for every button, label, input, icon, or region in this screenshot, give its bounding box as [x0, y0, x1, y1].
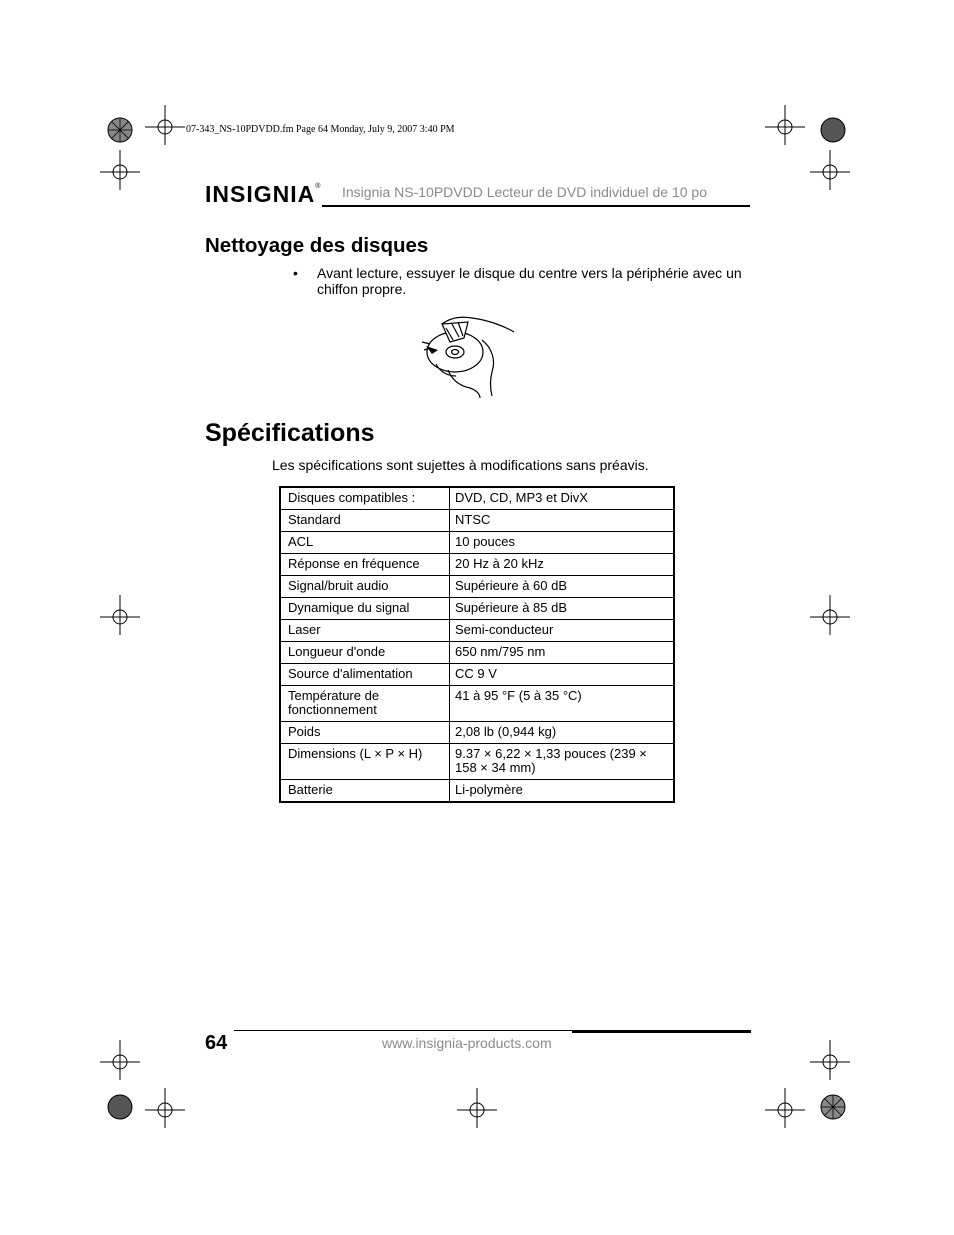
table-row — [280, 664, 674, 686]
print-info: 07-343_NS-10PDVDD.fm Page 64 Monday, July 9, 2007 3:40 PM — [186, 124, 455, 135]
crosshair-mark-icon — [95, 145, 145, 195]
header-title: Insignia NS-10PDVDD Lecteur de DVD individuel de 10 po — [342, 184, 707, 200]
spec-value: Semi-conducteur — [450, 620, 675, 642]
crosshair-mark-icon — [140, 100, 190, 150]
registration-circle-icon — [100, 1087, 140, 1127]
page-number: 64 — [205, 1032, 228, 1054]
spec-value: 10 pouces — [450, 532, 675, 554]
spec-label: ACL — [280, 532, 450, 554]
spec-value: 2,08 lb (0,944 kg) — [450, 722, 675, 744]
spec-label: Batterie — [280, 780, 450, 803]
registration-circle-icon — [100, 110, 140, 150]
section-heading-cleaning: Nettoyage des disques — [205, 234, 429, 257]
insignia-logo — [205, 183, 321, 206]
table-row — [280, 576, 674, 598]
spec-value: 650 nm/795 nm — [450, 642, 675, 664]
spec-label: Réponse en fréquence — [280, 554, 450, 576]
table-row — [280, 487, 674, 510]
spec-label: Longueur d'onde — [280, 642, 450, 664]
cleaning-instruction: Avant lecture, essuyer le disque du centre vers la périphérie avec un chiffon propre. — [317, 265, 742, 297]
spec-label: Dynamique du signal — [280, 598, 450, 620]
spec-label: Source d'alimentation — [280, 664, 450, 686]
footer-url: www.insignia-products.com — [382, 1035, 552, 1051]
logo-text: INSIGNIA — [205, 181, 316, 207]
spec-value: 20 Hz à 20 kHz — [450, 554, 675, 576]
spec-label: Température de fonctionnement — [280, 686, 450, 722]
spec-value: Supérieure à 60 dB — [450, 576, 675, 598]
registration-circle-icon — [813, 1087, 853, 1127]
crosshair-mark-icon — [805, 590, 855, 640]
disc-wiping-hand-icon — [420, 310, 520, 400]
footer-divider-accent — [572, 1030, 751, 1033]
spec-value: Supérieure à 85 dB — [450, 598, 675, 620]
spec-value: Li-polymère — [450, 780, 675, 803]
spec-label: Poids — [280, 722, 450, 744]
crosshair-mark-icon — [760, 1083, 810, 1133]
table-row — [280, 620, 674, 642]
section-heading-specifications: Spécifications — [205, 419, 375, 447]
spec-value: 9.37 × 6,22 × 1,33 pouces (239 × 158 × 34 mm) — [450, 744, 675, 780]
crosshair-mark-icon — [95, 590, 145, 640]
table-row — [280, 642, 674, 664]
spec-label: Signal/bruit audio — [280, 576, 450, 598]
crosshair-mark-icon — [805, 145, 855, 195]
registration-circle-icon — [813, 110, 853, 150]
crosshair-mark-icon — [805, 1035, 855, 1085]
specifications-table — [279, 486, 675, 803]
logo-registered-mark: ® — [315, 183, 322, 190]
table-row — [280, 532, 674, 554]
specs-intro-text: Les spécifications sont sujettes à modifications sans préavis. — [272, 457, 649, 473]
spec-value: DVD, CD, MP3 et DivX — [450, 487, 675, 510]
crosshair-mark-icon — [760, 100, 810, 150]
table-row — [280, 554, 674, 576]
table-row — [280, 598, 674, 620]
crosshair-mark-icon — [95, 1035, 145, 1085]
crosshair-mark-icon — [452, 1083, 502, 1133]
spec-label: Standard — [280, 510, 450, 532]
table-row — [280, 722, 674, 744]
crosshair-mark-icon — [140, 1083, 190, 1133]
spec-label: Disques compatibles : — [280, 487, 450, 510]
spec-label: Laser — [280, 620, 450, 642]
bullet-icon: • — [293, 265, 298, 281]
table-row — [280, 780, 674, 803]
spec-label: Dimensions (L × P × H) — [280, 744, 450, 780]
spec-value: CC 9 V — [450, 664, 675, 686]
table-row — [280, 744, 674, 780]
table-row — [280, 510, 674, 532]
spec-value: NTSC — [450, 510, 675, 532]
table-row — [280, 686, 674, 722]
header-divider — [322, 205, 750, 207]
spec-value: 41 à 95 °F (5 à 35 °C) — [450, 686, 675, 722]
